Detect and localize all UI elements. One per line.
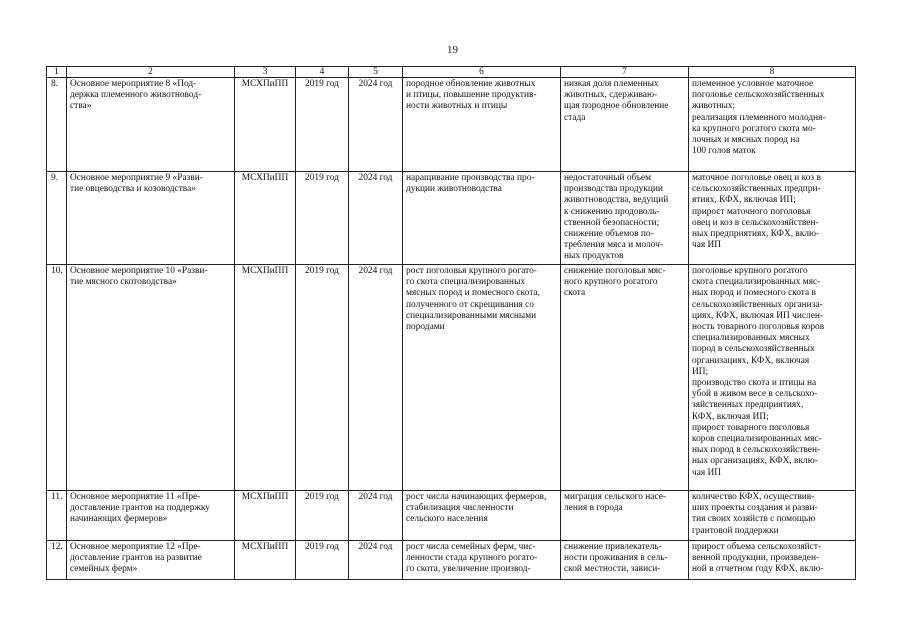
column-header: 1 <box>47 67 67 78</box>
cell-text-line: дукции животноводства <box>406 184 502 195</box>
cell-text-line: животных; <box>692 101 736 112</box>
cell-text-line: чая ИП <box>692 467 722 478</box>
cell-text-line: скота специализированных мяс- <box>692 277 821 288</box>
cell-text-line: рост поголовья крупного рогато- <box>406 266 537 276</box>
cell-text-line: недостаточный объем <box>564 173 652 183</box>
cell-text-line: ных пород и помесного скота в <box>692 288 816 299</box>
cell-text-line: производство скота и птицы на <box>692 378 817 389</box>
cell-text-line: низкая доля племенных <box>564 79 659 89</box>
cell-text-line: грантовой поддержки <box>692 525 779 536</box>
cell-text-line: поголовье сельскохозяйственных <box>692 90 825 101</box>
cell-text-line: убой в живом весе в сельскохо- <box>692 389 818 400</box>
cell-text-line: прирост маточного поголовья <box>692 206 811 217</box>
cell-text-line: производства продукции <box>564 184 663 195</box>
consequences-cell <box>561 172 689 265</box>
page-number: 19 <box>447 44 458 56</box>
consequences-cell <box>561 78 689 172</box>
cell-text-line: КФХ, включая ИП; <box>692 411 769 422</box>
cell-text-line: снижение поголовья мяс- <box>564 266 666 276</box>
cell-text-line: ства» <box>70 101 92 112</box>
expected-result-cell <box>403 172 561 265</box>
cell-text-line: ных продуктов <box>564 251 624 262</box>
cell-text-line: специализированными мясными <box>406 310 537 321</box>
cell-text-line: ной в отчетном году КФХ, вклю- <box>692 564 824 575</box>
measure-name-cell <box>67 541 235 580</box>
cell-text-line: тия своих хозяйств с помощью <box>692 514 816 525</box>
cell-text-line: к снижению продоволь- <box>564 206 660 217</box>
cell-text-line: поголовье крупного рогатого <box>692 266 808 276</box>
cell-text-line: стабилизация численности <box>406 503 514 514</box>
indicators-cell <box>689 265 856 491</box>
table-row <box>47 541 856 580</box>
column-header: 3 <box>235 67 296 78</box>
executor-cell: МСХПиПП <box>235 265 296 491</box>
start-year-cell: 2019 год <box>296 172 349 265</box>
cell-text-line: мясных пород и помесного скота, <box>406 288 540 299</box>
cell-text-line: доставление грантов на развитие <box>70 553 202 564</box>
cell-text-line: наращивание производства про- <box>406 173 535 183</box>
cell-text-line: Основное мероприятие 9 «Разви- <box>70 173 203 183</box>
cell-text-line: лочных и мясных пород на <box>692 135 800 146</box>
start-year-cell: 2019 год <box>296 491 349 541</box>
executor-cell: МСХПиПП <box>235 541 296 580</box>
consequences-cell <box>561 491 689 541</box>
end-year-cell: 2024 год <box>349 491 403 541</box>
cell-text-line: сельского населения <box>406 514 488 525</box>
measures-table <box>46 66 856 580</box>
column-header: 7 <box>561 67 689 78</box>
consequences-cell <box>561 265 689 491</box>
cell-text-line: Основное мероприятие 11 «Пре- <box>70 492 201 502</box>
cell-text-line: циях, КФХ, включая ИП числен- <box>692 310 824 321</box>
cell-text-line: овец и коз в сельскохозяйствен- <box>692 217 819 228</box>
cell-text-line: рост числа начинающих фермеров, <box>406 492 547 502</box>
cell-text-line: рост числа семейных ферм, чис- <box>406 542 536 552</box>
cell-text-line: го скота специализированных <box>406 277 526 288</box>
expected-result-cell <box>403 265 561 491</box>
indicators-cell <box>689 541 856 580</box>
table-body <box>47 78 856 580</box>
cell-text-line: го скота, увеличение производ- <box>406 564 531 575</box>
cell-text-line: ления в города <box>564 503 623 514</box>
end-year-cell: 2024 год <box>349 541 403 580</box>
expected-result-cell <box>403 491 561 541</box>
cell-text-line: ности проживания в сель- <box>564 553 668 564</box>
cell-text-line: щая породное обновление <box>564 101 669 112</box>
consequences-cell <box>561 541 689 580</box>
table-row <box>47 265 856 491</box>
column-header: 8 <box>689 67 856 78</box>
cell-text-line: сельскохозяйственных предпри- <box>692 184 821 195</box>
cell-text-line: Основное мероприятие 8 «Под- <box>70 79 197 89</box>
indicators-cell <box>689 172 856 265</box>
cell-text-line: сельскохозяйственных организа- <box>692 299 823 310</box>
cell-text-line: ности животных и птицы <box>406 101 508 112</box>
table-row <box>47 78 856 172</box>
cell-text-line: 100 голов маток <box>692 146 756 157</box>
start-year-cell: 2019 год <box>296 265 349 491</box>
cell-text-line: прирост объема сельскохозяйст- <box>692 542 822 552</box>
cell-text-line: породами <box>406 322 445 333</box>
start-year-cell: 2019 год <box>296 78 349 172</box>
cell-text-line: снижение объемов по- <box>564 229 654 240</box>
measure-name-cell <box>67 172 235 265</box>
measure-name-cell <box>67 491 235 541</box>
cell-text-line: и птицы, повышение продуктив- <box>406 90 537 101</box>
column-header: 2 <box>67 67 235 78</box>
cell-text-line: ской местности, зависи- <box>564 564 661 575</box>
indicators-cell <box>689 78 856 172</box>
cell-text-line: держка племенного животновод- <box>70 90 202 101</box>
cell-text-line: чая ИП <box>692 240 722 251</box>
cell-text-line: ленности стада крупного рогато- <box>406 553 538 564</box>
cell-text-line: животных, сдерживаю- <box>564 90 658 101</box>
cell-text-line: тие мясного скотоводства» <box>70 277 177 288</box>
cell-text-line: начинающих фермеров» <box>70 514 168 525</box>
table-header-row <box>47 67 856 78</box>
cell-text-line: породное обновление животных <box>406 79 536 89</box>
cell-text-line: количество КФХ, осуществив- <box>692 492 815 502</box>
executor-cell: МСХПиПП <box>235 491 296 541</box>
column-header: 5 <box>349 67 403 78</box>
cell-text-line: ных пород в сельскохозяйствен- <box>692 445 821 456</box>
cell-text-line: организациях, КФХ, включая <box>692 355 810 366</box>
column-header: 6 <box>403 67 561 78</box>
executor-cell: МСХПиПП <box>235 78 296 172</box>
row-number-cell: 11. <box>47 491 67 541</box>
cell-text-line: ка крупного рогатого скота мо- <box>692 123 816 134</box>
cell-text-line: ность товарного поголовья коров <box>692 322 825 333</box>
table-row <box>47 172 856 265</box>
cell-text-line: тие овцеводства и козоводства» <box>70 184 196 195</box>
cell-text-line: семейных ферм» <box>70 564 138 575</box>
cell-text-line: требления мяса и молоч- <box>564 240 663 251</box>
cell-text-line: маточное поголовье овец и коз в <box>692 173 821 183</box>
cell-text-line: зяйственных предприятиях, <box>692 400 804 411</box>
cell-text-line: ИП; <box>692 366 709 377</box>
measure-name-cell <box>67 265 235 491</box>
expected-result-cell <box>403 541 561 580</box>
cell-text-line: скота <box>564 288 586 299</box>
cell-text-line: ших проекты создания и разви- <box>692 503 818 514</box>
cell-text-line: коров специализированных мяс- <box>692 434 822 445</box>
cell-text-line: ственной безопасности; <box>564 217 660 228</box>
cell-text-line: Основное мероприятие 12 «Пре- <box>70 542 201 552</box>
end-year-cell: 2024 год <box>349 172 403 265</box>
end-year-cell: 2024 год <box>349 78 403 172</box>
start-year-cell: 2019 год <box>296 541 349 580</box>
row-number-cell: 12. <box>47 541 67 580</box>
indicators-cell <box>689 491 856 541</box>
end-year-cell: 2024 год <box>349 265 403 491</box>
cell-text-line: ятиях, КФХ, включая ИП; <box>692 195 796 206</box>
cell-text-line: ного крупного рогатого <box>564 277 658 288</box>
cell-text-line: прирост товарного поголовья <box>692 422 810 433</box>
column-header: 4 <box>296 67 349 78</box>
cell-text-line: специализированных мясных <box>692 333 810 344</box>
cell-text-line: племенное условное маточное <box>692 79 814 89</box>
cell-text-line: ных организациях, КФХ, вклю- <box>692 456 818 467</box>
measure-name-cell <box>67 78 235 172</box>
cell-text-line: животноводства, ведущий <box>564 195 669 206</box>
cell-text-line: стада <box>564 112 586 123</box>
cell-text-line: ных предприятиях, КФХ, вклю- <box>692 229 820 240</box>
row-number-cell: 10. <box>47 265 67 491</box>
row-number-cell: 8. <box>47 78 67 172</box>
table-row <box>47 491 856 541</box>
cell-text-line: реализация племенного молодня- <box>692 112 826 123</box>
cell-text-line: снижение привлекатель- <box>564 542 662 552</box>
row-number-cell: 9. <box>47 172 67 265</box>
expected-result-cell <box>403 78 561 172</box>
cell-text-line: венной продукции, произведен- <box>692 553 820 564</box>
cell-text-line: Основное мероприятие 10 «Разви- <box>70 266 208 276</box>
cell-text-line: миграция сельского насе- <box>564 492 667 502</box>
executor-cell: МСХПиПП <box>235 172 296 265</box>
cell-text-line: полученного от скрещивания со <box>406 299 534 310</box>
cell-text-line: пород в сельскохозяйственных <box>692 344 815 355</box>
cell-text-line: доставление грантов на поддержку <box>70 503 210 514</box>
